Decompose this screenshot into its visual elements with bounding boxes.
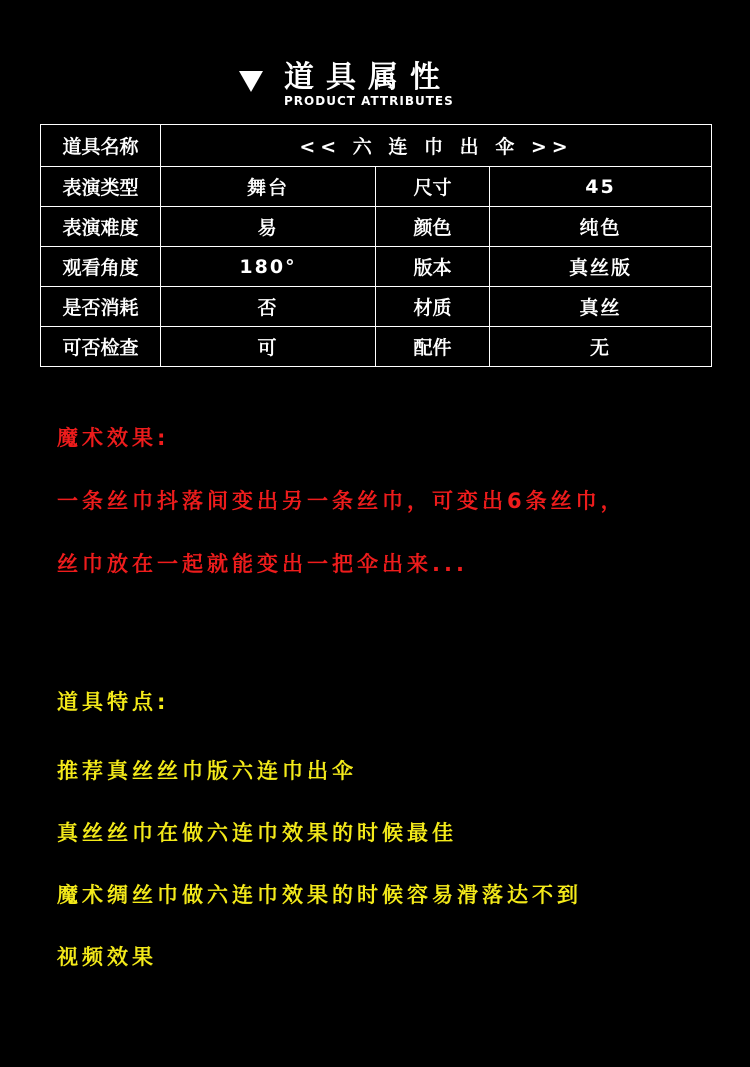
attribute-value: 否 <box>161 287 376 327</box>
features-line: 推荐真丝丝巾版六连巾出伞 <box>57 759 357 783</box>
effect-heading: 魔术效果: <box>57 426 170 450</box>
attribute-value: 可 <box>161 327 376 367</box>
attribute-value: 舞台 <box>161 167 376 207</box>
attribute-label: 版本 <box>376 247 490 287</box>
section-subtitle: PRODUCT ATTRIBUTES <box>284 94 454 108</box>
table-row <box>41 287 712 327</box>
attribute-value: 纯色 <box>490 207 712 247</box>
attribute-label: 颜色 <box>376 207 490 247</box>
attribute-label: 尺寸 <box>376 167 490 207</box>
triangle-down-icon <box>239 71 263 92</box>
effect-line: 丝巾放在一起就能变出一把伞出来... <box>57 552 468 576</box>
features-line: 真丝丝巾在做六连巾效果的时候最佳 <box>57 821 457 845</box>
table-row <box>41 327 712 367</box>
table-row <box>41 247 712 287</box>
attribute-label: 是否消耗 <box>41 287 161 327</box>
attribute-label: 材质 <box>376 287 490 327</box>
attribute-value: 45 <box>490 167 712 207</box>
features-line: 视频效果 <box>57 945 157 969</box>
attribute-label: 表演类型 <box>41 167 161 207</box>
prop-name-value: << 六 连 巾 出 伞 >> <box>161 125 712 167</box>
table-row <box>41 125 712 167</box>
attribute-value: 真丝版 <box>490 247 712 287</box>
attribute-value: 真丝 <box>490 287 712 327</box>
attributes-table <box>40 124 712 367</box>
attribute-label: 可否检查 <box>41 327 161 367</box>
table-row <box>41 167 712 207</box>
effect-line: 一条丝巾抖落间变出另一条丝巾，可变出6条丝巾， <box>57 489 626 513</box>
features-line: 魔术绸丝巾做六连巾效果的时候容易滑落达不到 <box>57 883 582 907</box>
attribute-label: 道具名称 <box>41 125 161 167</box>
attribute-label: 观看角度 <box>41 247 161 287</box>
attribute-value: 180° <box>161 247 376 287</box>
features-heading: 道具特点: <box>57 690 170 714</box>
attribute-value: 无 <box>490 327 712 367</box>
section-title: 道具属性 <box>284 60 452 95</box>
attribute-label: 表演难度 <box>41 207 161 247</box>
section-header <box>236 50 496 114</box>
attribute-value: 易 <box>161 207 376 247</box>
attribute-label: 配件 <box>376 327 490 367</box>
table-row <box>41 207 712 247</box>
